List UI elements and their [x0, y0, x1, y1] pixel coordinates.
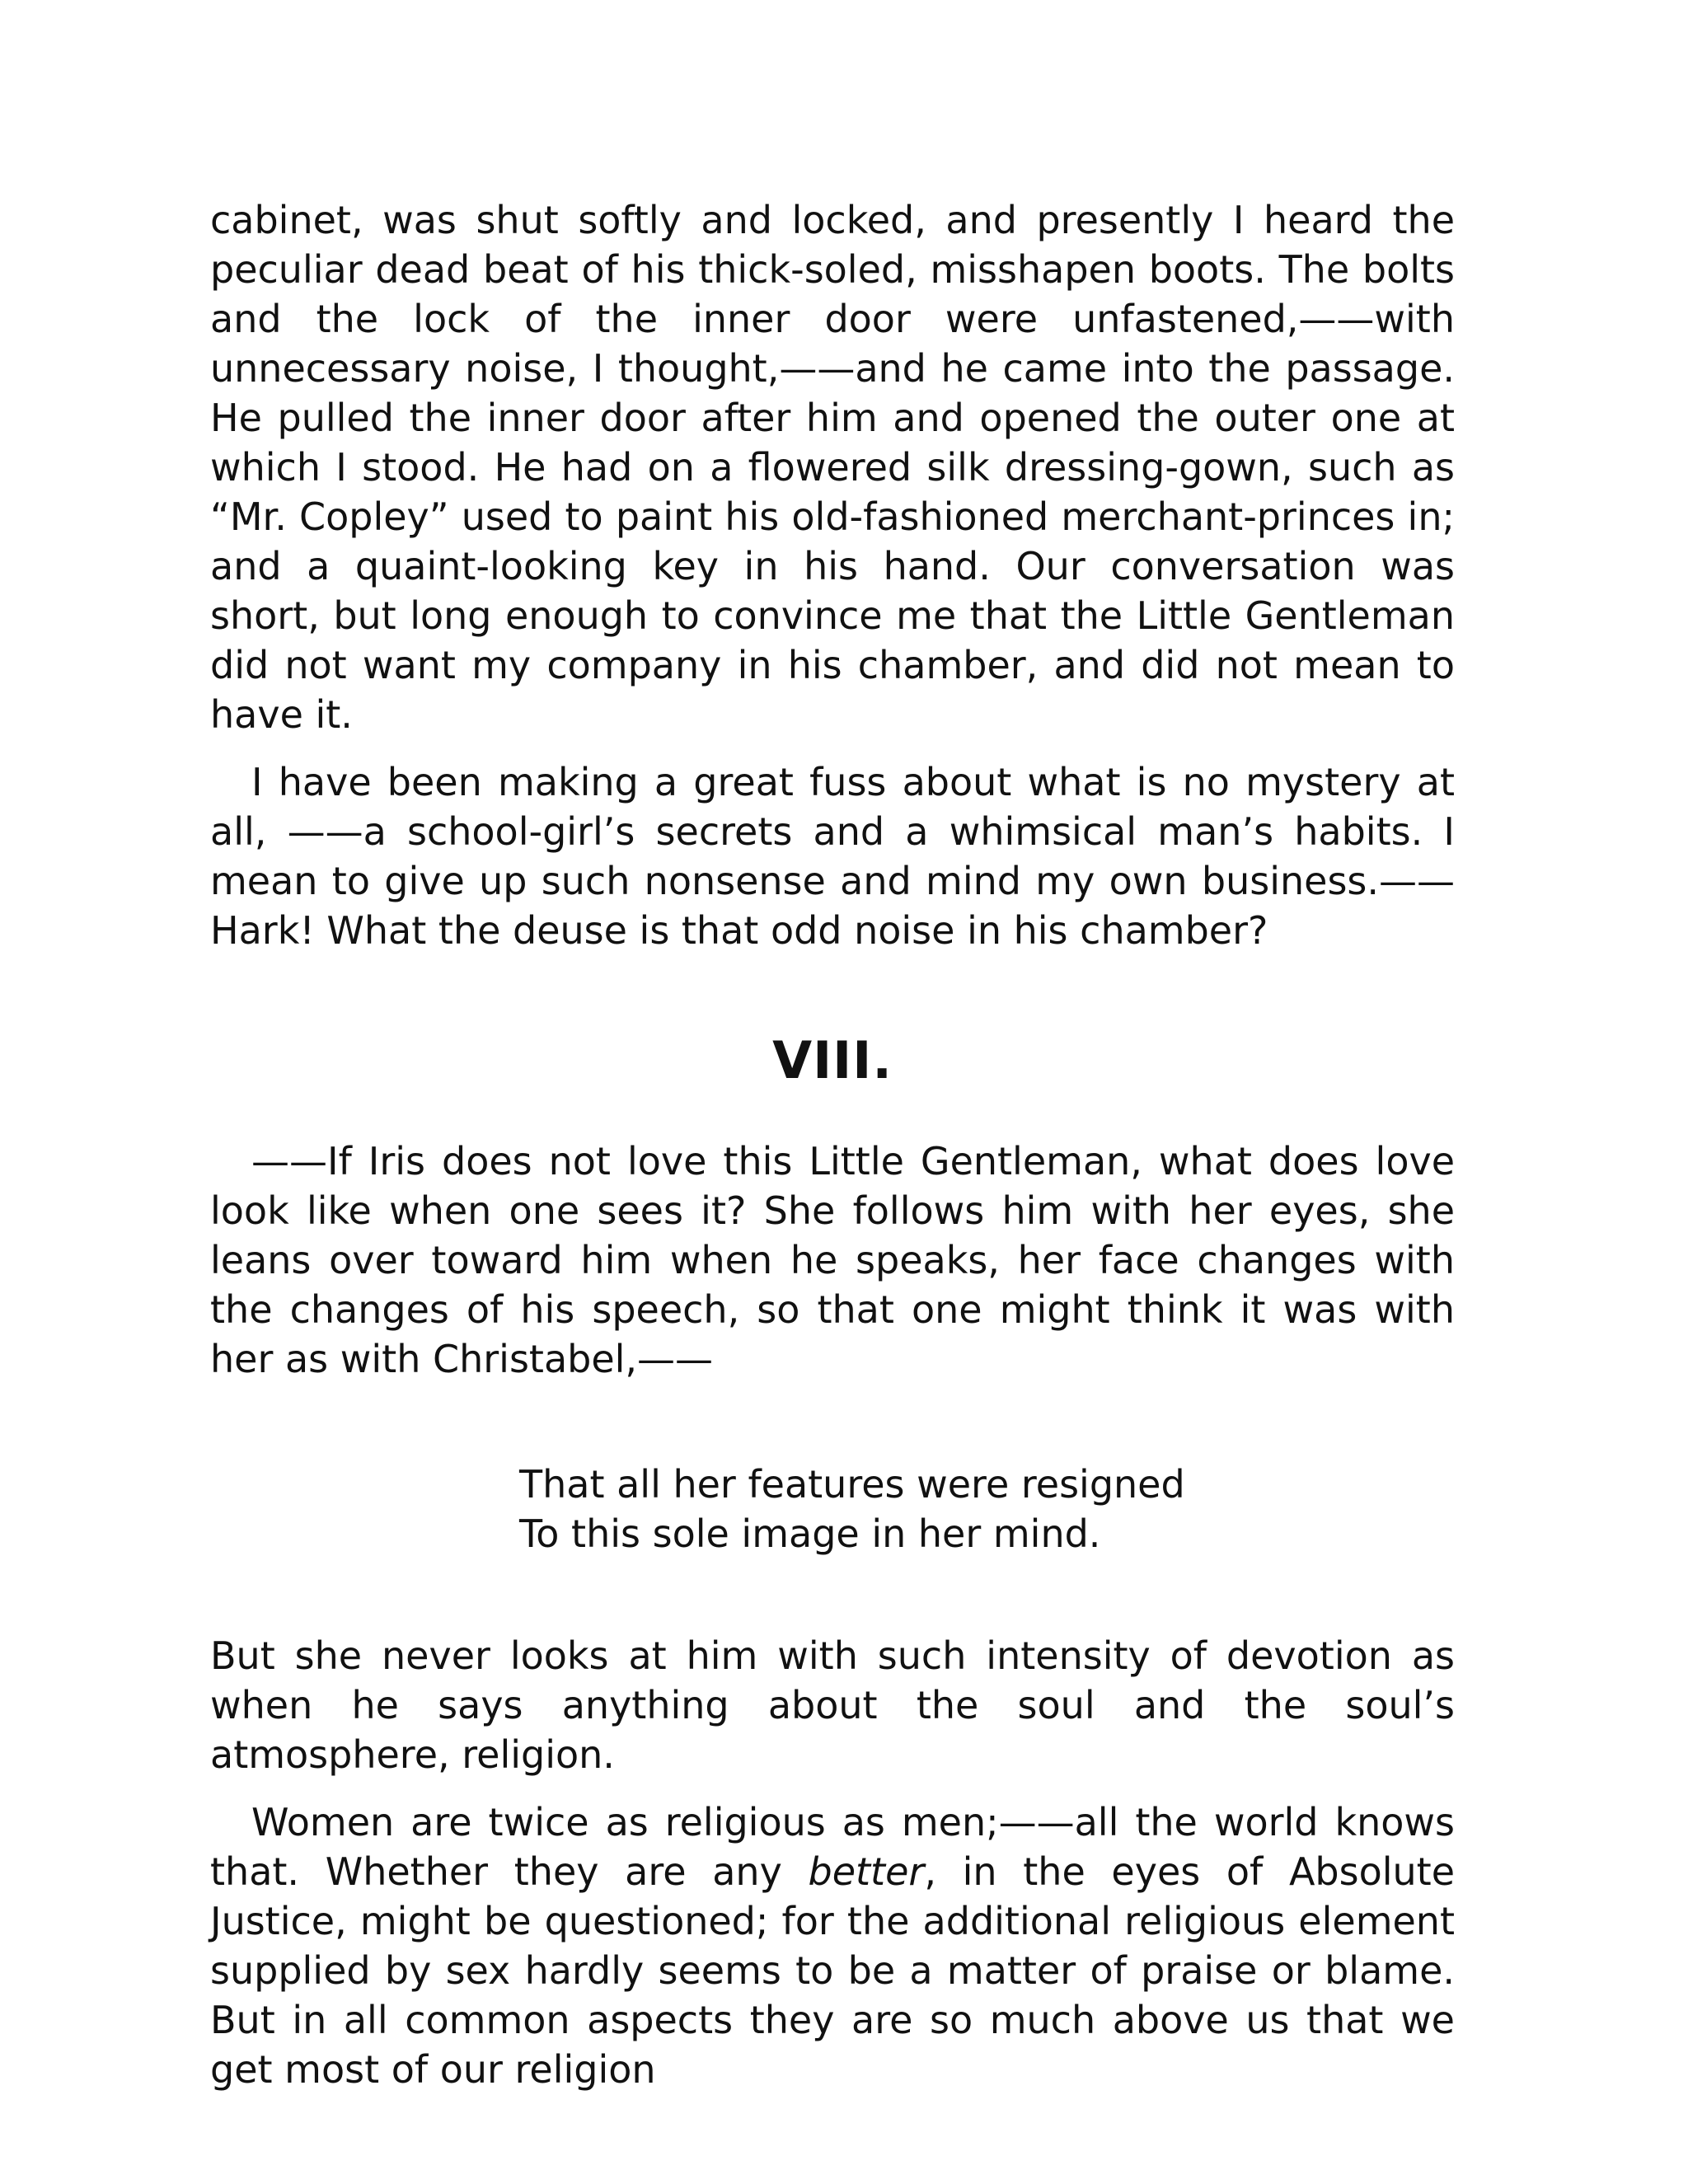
paragraph-text-end: , in the eyes of Absolute Justice, might be questioned; for the additional religious element supplied by sex hardly seems to be a matter of praise or blame. But in all common aspects they are so much above us that we get most of our religion: [210, 1849, 1455, 2092]
poem-line: That all her features were resigned: [519, 1462, 1185, 1507]
paragraph-iris: ——If Iris does not love this Little Gentleman, what does love look like when one sees it? She follows him with her eyes, she leans over toward him when he speaks, her face changes with the changes of his speech, so that one might think it was with her as with Christabel,——: [210, 1139, 1455, 1381]
section-heading: VIII.: [772, 1030, 893, 1090]
paragraph-devotion: But she never looks at him with such intensity of devotion as when he says anything about the soul and the soul’s atmosphere, religion.: [210, 1633, 1455, 1777]
poem-line: To this sole image in her mind.: [519, 1511, 1101, 1556]
book-page: [210, 195, 1455, 2094]
paragraph-text-start: Women are twice as religious as men;——all the world knows that. Whether they are any: [210, 1800, 1455, 1894]
paragraph-women-religious: [210, 1797, 1455, 2094]
paragraph-cabinet: cabinet, was shut softly and locked, and presently I heard the peculiar dead beat of his thick-soled, misshapen boots. The bolts and the lock of the inner door were unfastened,——with unnecessary noise, I thought,——and he came into the passage. He pulled the inner door after him and opened the outer one at which I stood. He had on a flowered silk dressing-gown, such as “Mr. Copley” used to paint his old-fashioned merchant-princes in; and a quaint-looking key in his hand. Our conversation was short, but long enough to convince me that the Little Gentleman did not want my company in his chamber, and did not mean to have it.: [210, 198, 1455, 737]
poem-quote: [519, 1460, 1455, 1558]
paragraph-mystery: I have been making a great fuss about what is no mystery at all, ——a school-girl’s secrets and a whimsical man’s habits. I mean to give up such nonsense and mind my own business.——Hark! What the deuse is that odd noise in his chamber?: [210, 760, 1455, 953]
emphasized-word: better: [808, 1849, 925, 1894]
